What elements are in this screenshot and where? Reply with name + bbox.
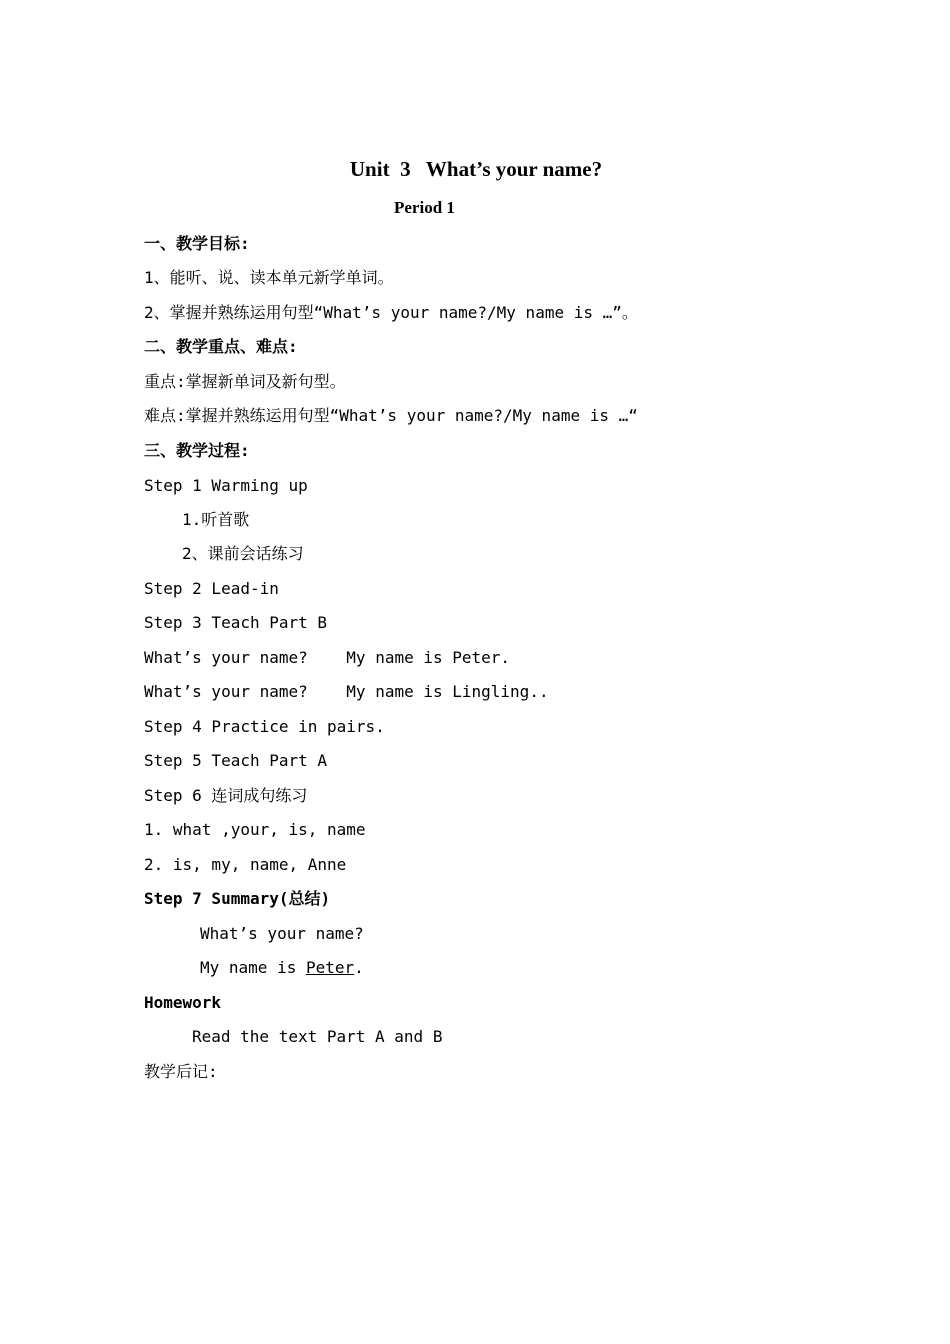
dialog-line-1: What’s your name? My name is Peter. [144, 648, 511, 667]
step-5: Step 5 Teach Part A [144, 751, 328, 770]
homework-heading: Homework [144, 993, 222, 1012]
step-2: Step 2 Lead-in [144, 579, 279, 598]
step-1: Step 1 Warming up [144, 476, 308, 495]
step-1-item-b: 2、课前会话练习 [182, 544, 304, 563]
document-title: Unit 3 What’s your name? [349, 157, 603, 181]
exercise-2: 2. is, my, name, Anne [144, 855, 347, 874]
summary-answer-suffix: . [354, 958, 364, 977]
goal-item-2: 2、掌握并熟练运用句型“What’s your name?/My name is …”。 [144, 303, 638, 322]
exercise-1: 1. what ,your, is, name [144, 820, 366, 839]
goals-heading: 一、教学目标: [144, 234, 250, 253]
step-7: Step 7 Summary(总结) [144, 889, 331, 908]
document-subtitle: Period 1 [394, 198, 455, 217]
dialog-line-2: What’s your name? My name is Lingling.. [144, 682, 549, 701]
step-1-item-a: 1.听首歌 [182, 510, 250, 529]
step-3: Step 3 Teach Part B [144, 613, 328, 632]
summary-answer [200, 957, 364, 979]
process-heading: 三、教学过程: [144, 441, 250, 460]
step-4: Step 4 Practice in pairs. [144, 717, 385, 736]
homework-task: Read the text Part A and B [192, 1027, 443, 1046]
difficult-point: 难点:掌握并熟练运用句型“What’s your name?/My name is …“ [144, 406, 638, 425]
step-6: Step 6 连词成句练习 [144, 786, 308, 805]
key-points-heading: 二、教学重点、难点: [144, 337, 298, 356]
key-point: 重点:掌握新单词及新句型。 [144, 372, 346, 391]
summary-answer-prefix: My name is [200, 958, 306, 977]
summary-answer-name: Peter [305, 958, 355, 977]
summary-question: What’s your name? [200, 924, 364, 943]
goal-item-1: 1、能听、说、读本单元新学单词。 [144, 268, 394, 287]
afterword-label: 教学后记: [144, 1062, 218, 1081]
